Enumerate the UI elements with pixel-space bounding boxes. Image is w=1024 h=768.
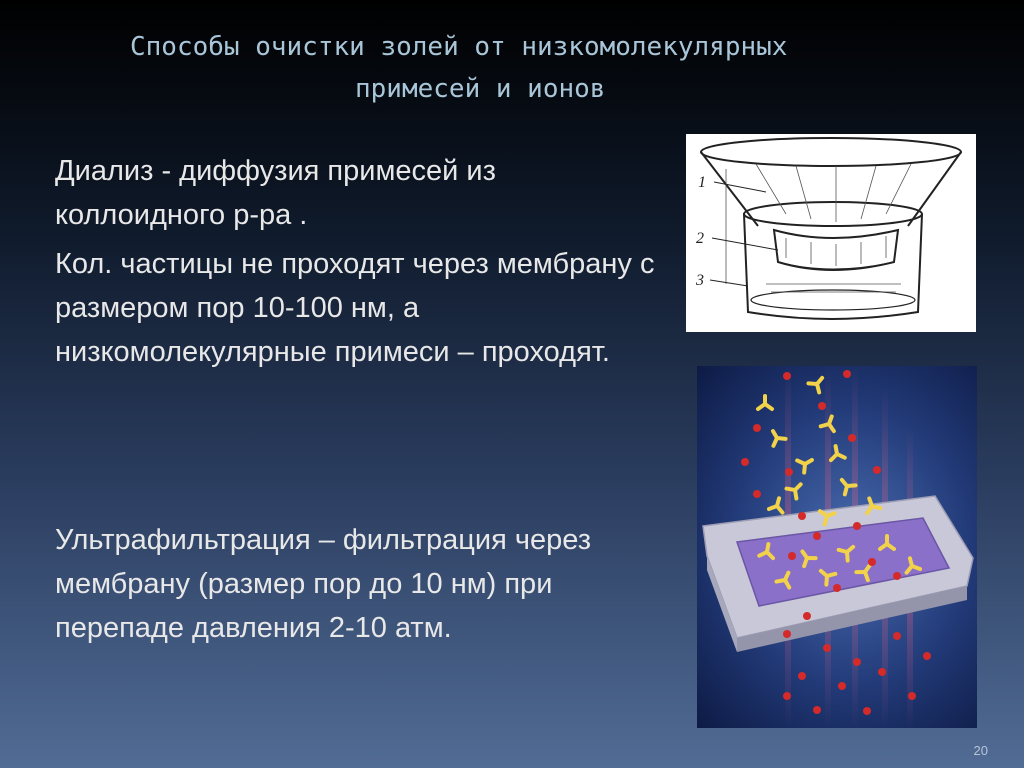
dialyzer-drawing <box>686 134 976 332</box>
dialysis-definition: Диализ - диффузия примесей из коллоидного р-ра . <box>55 155 496 231</box>
ion-dot <box>838 682 846 690</box>
ion-dot <box>923 652 931 660</box>
ion-dot <box>798 512 806 520</box>
title-line-2: примесей и ионов <box>355 74 606 104</box>
ion-dot <box>893 632 901 640</box>
ion-dot <box>853 522 861 530</box>
ion-dot <box>753 424 761 432</box>
label-2: 2 <box>696 230 704 247</box>
leader-line-3 <box>710 280 748 286</box>
ion-dot <box>753 490 761 498</box>
ion-dot <box>813 706 821 714</box>
ion-dot <box>783 630 791 638</box>
label-1: 1 <box>698 174 706 191</box>
ion-dot <box>783 692 791 700</box>
ion-dot <box>893 572 901 580</box>
funnel-rim <box>701 138 961 166</box>
dialyzer-diagram <box>686 134 976 332</box>
ion-dot <box>803 612 811 620</box>
ion-dot <box>785 468 793 476</box>
ion-dot <box>798 672 806 680</box>
ion-dot <box>878 668 886 676</box>
ion-dot <box>818 402 826 410</box>
ion-dot <box>853 658 861 666</box>
particle-y-icon <box>829 445 845 460</box>
membrane-scene <box>697 366 977 728</box>
ion-dot <box>813 532 821 540</box>
ion-dot <box>783 372 791 380</box>
vessel-bottom <box>751 290 915 310</box>
dialysis-detail: Кол. частицы не проходят через мембрану с размером пор 10-100 нм, а низкомолекулярные примеси – проходят. <box>55 248 655 368</box>
title-line-1: Способы очистки золей от низкомолекулярных <box>130 32 788 62</box>
ion-dot <box>843 370 851 378</box>
page-number: 20 <box>973 743 988 758</box>
ion-dot <box>873 466 881 474</box>
ultrafiltration-text: Ультрафильтрация – фильтрация через мембрану (размер пор до 10 нм) при перепаде давления 2-10 атм. <box>55 524 591 644</box>
ion-dot <box>823 644 831 652</box>
ion-dot <box>868 558 876 566</box>
ion-dot <box>788 552 796 560</box>
particle-y-icon <box>758 396 772 409</box>
particle-y-icon <box>797 454 815 473</box>
particle-y-icon <box>767 428 786 446</box>
outer-vessel-rim <box>744 202 922 226</box>
leader-line-1 <box>714 182 766 192</box>
ion-dot <box>908 692 916 700</box>
particle-y-icon <box>769 496 786 512</box>
particle-y-icon <box>808 373 827 392</box>
ion-dot <box>833 584 841 592</box>
ion-dot <box>741 458 749 466</box>
label-3: 3 <box>696 272 704 289</box>
ion-dot <box>863 707 871 715</box>
ion-dot <box>848 434 856 442</box>
ultrafiltration-illustration <box>697 366 977 728</box>
